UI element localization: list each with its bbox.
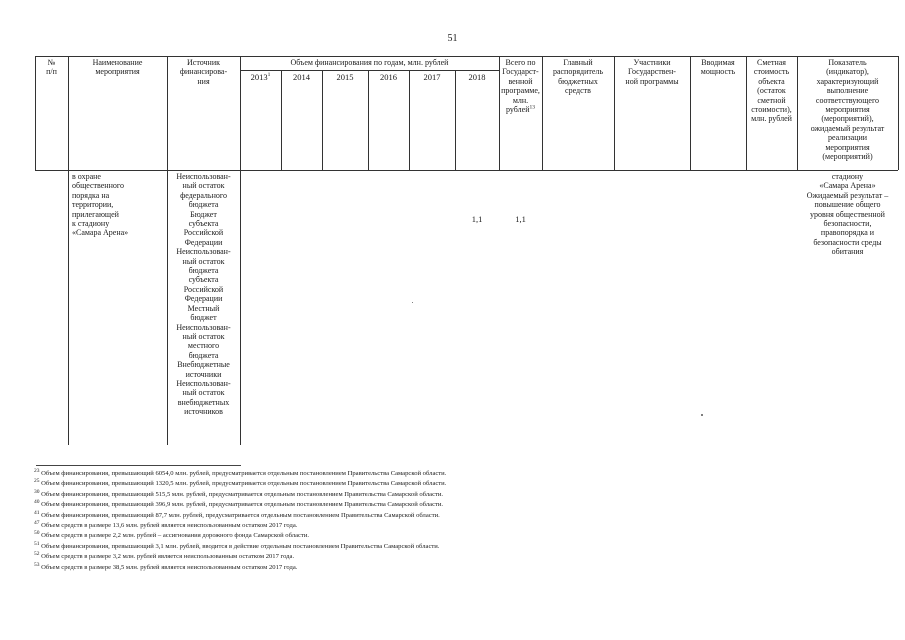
year-2016: 2016 <box>380 72 397 82</box>
row-value-2018: 1,1 <box>471 214 483 224</box>
header-num: № п/п <box>46 58 57 77</box>
col-line <box>281 70 282 170</box>
row-indicator: стадиону «Самара Арена» Ожидаемый результат – повышение общего уровня общественной безопасности, правопорядка и безопасности среды обитания <box>806 172 889 257</box>
header-total-label: Всего по Государст- венной программе, млн. рублей <box>501 58 540 115</box>
row-line <box>240 170 241 445</box>
footnote: $^{50}$ Объем средств в размере 2,2 млн. рублей – ассигнования дорожного фонда Самарской области. <box>34 530 309 540</box>
footnote: $^{51}$ Объем финансирования, превышающий 3,1 млн. рублей, вводится в действие отдельным постановлением Правительства Самарской области. <box>34 540 440 550</box>
year-2013-label: 2013 <box>250 72 268 82</box>
year-2013 <box>240 72 281 82</box>
row-sources: Неиспользован- ный остаток федерального бюджета Бюджет субъекта Российской Федерации Неиспользован- ный остаток бюджета субъекта Российской Федерации Местный бюджет Неиспользован- ный остаток местного бюджета Внебюджетные источники Неиспользован- ный остаток внебюджетных источников <box>176 172 231 417</box>
header-total-mark: 13 <box>529 104 535 111</box>
footnote: $^{52}$ Объем средств в размере 3,2 млн. рублей является неиспользованным остатком 2017 года. <box>34 551 295 561</box>
footnote-separator <box>36 465 241 466</box>
year-2018: 2018 <box>468 72 486 82</box>
header-cost: Сметная стоимость объекта (остаток сметной стоимости), млн. рублей <box>751 58 792 124</box>
row-name: в охране общественного порядка на территории, прилегающей к стадиону «Самара Арена» <box>72 172 129 238</box>
year-2017: 2017 <box>423 72 441 82</box>
header-capacity: Вводимая мощность <box>700 58 736 77</box>
page-number: 51 <box>447 33 458 44</box>
year-2015: 2015 <box>336 72 354 82</box>
header-source: Источник финансирова- ния <box>179 58 228 86</box>
footnote: $^{30}$ Объем финансирования, превышающий 515,5 млн. рублей, предусматривается отдельным постановлением Правительства Самарской области. <box>34 488 444 498</box>
row-line <box>68 170 69 445</box>
col-line <box>322 70 323 170</box>
year-2013-mark: 1 <box>267 72 271 79</box>
col-line <box>455 70 456 170</box>
header-bottom-border <box>35 170 898 171</box>
header-manager: Главный распорядитель бюджетных средств <box>552 58 604 96</box>
footnotes <box>34 469 894 573</box>
header-name: Наименование мероприятия <box>92 58 143 77</box>
footnote: $^{25}$ Объем финансирования, превышающий 1320,5 млн. рублей, предусматривается отдельным постановлением Правительства Самарской области. <box>34 478 447 488</box>
col-line <box>368 70 369 170</box>
table-top-border <box>35 56 898 57</box>
row-total-value: 1,1 <box>515 214 526 224</box>
footnote: $^{40}$ Объем финансирования, превышающий 396,9 млн. рублей, предусматривается отдельным постановлением Правительства Самарской области. <box>34 499 444 509</box>
header-funding-group: Объем финансирования по годам, млн. рублей <box>290 58 449 67</box>
funding-group-divider <box>240 70 499 71</box>
scan-speck <box>701 414 703 416</box>
year-2014: 2014 <box>293 72 310 82</box>
header-total <box>499 58 542 114</box>
header-indicator: Показатель (индикатор), характеризующий выполнение соответствующего мероприятия (мероприятий), ожидаемый результат реализации мероприятия (мероприятий) <box>810 58 885 162</box>
col-line <box>409 70 410 170</box>
footnote: $^{53}$ Объем средств в размере 38,5 млн. рублей является неиспользованным остатком 2017 года. <box>34 561 298 571</box>
col-line <box>898 56 899 170</box>
scan-speck <box>412 302 413 303</box>
footnote: $^{47}$ Объем средств в размере 13,6 млн. рублей является неиспользованным остатком 2017 года. <box>34 519 298 530</box>
footnote: $^{41}$ Объем финансирования, превышающий 87,7 млн. рублей, предусматривается отдельным постановлением Правительства Самарской области. <box>34 509 440 519</box>
header-participants: Участники Государствен- ной программы <box>625 58 679 86</box>
footnote: $^{23}$ Объем финансирования, превышающий 6054,0 млн. рублей, предусматривается отдельным постановлением Правительства Самарской области. <box>34 467 447 477</box>
